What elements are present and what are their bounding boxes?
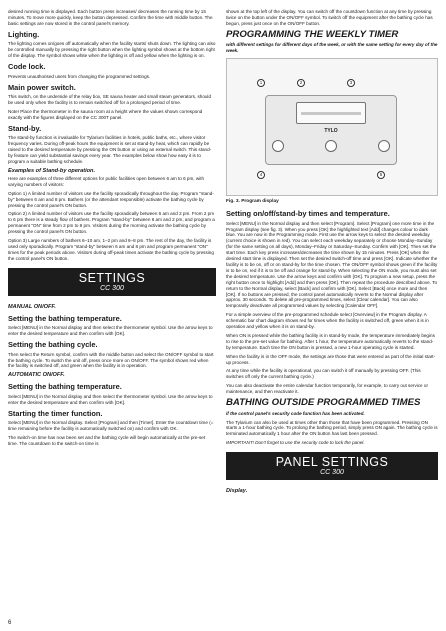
figure-callout: 1 [257,79,265,87]
panel-key [325,140,337,152]
examples-intro: Here are examples of three different options for public facilities open between 6 am to 6 pm, with varying numbers of visitors: [8,175,205,187]
option-3: Option 3) Large numbers of bathers 6–10 am, 1–2 pm and 6–8 pm. The rest of the day, the facility is used only sporadically. Program "stand-by" between 6 am and 8 pm and program permanent "ON" times for the peak periods above. Visitors during off-peak times activate the bathing cycle by pressing the control panel's ON button. [8,238,214,261]
settings-banner [8,268,216,296]
bathing-cycle-heading: Setting the bathing cycle. [8,340,98,350]
figure-callout: 5 [377,171,385,179]
panel-brand: TYLO [324,128,338,135]
figure-callout: 4 [257,171,265,179]
panel-screen [296,102,366,124]
timer-text-2: The switch-on time has now been set and the bathing cycle will begin automatically at the pre-set time. The countdown to the switch-on time is [8,435,206,447]
countdown-paragraph: shown at the top left of the display. You can switch off the countdown function at any time by pressing twice on the button under the ON/OFF symbol. To switch off the equipment after the bathing cycle has begun, press just once on the ON/OFF button. [226,9,433,26]
left-column [8,9,216,450]
manual-off-text: At any time while the facility is operational, you can switch it off manually by pressing OFF. (This switches off only the current bathing cycle.) [226,368,421,380]
figure-callout: 2 [297,79,305,87]
intro-paragraph: desired running time is displayed. Each button press increases/ decreases the running time by 15 minutes. To move more quickly, keep the button depressed. Confirm the time with middle button. The basic settings are now stored in the control panel's memory. [8,9,213,26]
program-display-figure [226,58,438,196]
code-lock-heading: Code lock. [8,62,46,72]
programming-subtitle: with different settings for different days of the week, or with the same setting for every day of the week. [226,42,438,54]
standby-heading: Stand-by. [8,123,42,133]
bathing-cycle-text: Then select the Return symbol, confirm with the middle button and select the ON/OFF symbol to start the bathing cycle. To switch the unit off, press once more on ON/OFF. The symbol shows red when the facility is switched off, and green when the facility is in operation. [8,351,214,369]
code-lock-text: Prevents unauthorised users from changing the programmed settings. [8,73,151,79]
option-2: Option 2) A limited number of visitors use the facility sporadically between 6 am and 2 pm. From 2 pm to 6 pm there is a steady flow of bathers. Program "stand-by" between 6 am and 2 pm, and program a permanent "ON" time from 2 pm to 8 pm. Visitors during the morning activate the bathing cycle by pressing the control panel's ON button. [8,211,215,235]
display-heading: Display. [226,488,248,495]
panel-key [378,140,390,152]
main-power-text: This switch, on the underside of the relay box, SE sauna heater and small steam generators, should be used only when the facility is to remain switched off for a prolonged period of time. [8,94,212,106]
deactivate-calendar-text: You can also deactivate the entire calendar function temporarily, for example, to carry out service or maintenance, and then reactivate it. [226,383,428,395]
outside-times-text: The Tylarium can also be used at times other than those that have been programmed. Pressing ON starts a 1-hour bathing cycle. To prolong the bathing period, simply press ON again. The bathing cycle is terminated automatically 1 hour after the ON button has last been pressed. [226,419,438,437]
examples-heading: Examples of Stand-by operation. [8,167,96,174]
panel-key [272,140,284,152]
page-number: 6 [8,620,12,626]
programming-heading: PROGRAMMING THE WEEKLY TIMER [226,28,399,40]
figure-caption: Fig. 3. Program display [226,199,279,205]
manual-on-off-heading: MANUAL ON/OFF. [8,303,56,310]
bathing-temp-heading-2: Setting the bathing temperature. [8,382,122,392]
main-power-heading: Main power switch. [8,82,76,92]
panel-settings-subtitle: CC 300 [320,469,344,477]
standby-on-text: When ON is pressed while the bathing facility is in stand-by mode, the temperature immediately begins to rise to the pre-set value for bathing. After 1 hour, the temperature automatically reverts to the stand-by temperature. Each time the ON button is pressed, a new 1-hour operating cycle is started. [226,332,435,350]
timer-text-1: Select [MENU] in the Normal display. Select [Program] and then [Timer]. Enter the countdown time (= time remaining before the facility is automatically switched on) and confirm with OK. [8,420,214,432]
thermometer-note: Note! Place the thermometer in the sauna room at a height where the values shown correspond exactly with the figures displayed on the CC 300T panel. [8,108,203,120]
bathing-temp-text: Select [MENU] in the Normal display and then select the thermometer symbol. Use the arrow keys to enter the desired temperature and then confirm with [OK]. [8,325,213,337]
on-off-standby-heading: Setting on/off/stand-by times and temperature. [226,209,390,219]
off-mode-text: When the facility is in the OFF mode, the settings are those that were entered as part of the initial start-up process. [226,353,436,365]
settings-banner-title: SETTINGS [78,270,146,285]
bathing-temp-heading: Setting the bathing temperature. [8,313,122,323]
on-off-standby-text: Select [MENU] in the Normal display and then select [Program]. Select [Program] one more time in the Program display (see fig. 3). When you press [OK] the highlighted text [Add] changes colour to dark blue. You are now in the Programming mode. First use the arrow keys to select the desired weekday (current choice is shown in red). You can select each weekday separately or choose Monday–Sunday (for the same setting on all days), Monday–Friday or Saturday–Sunday. Confirm with [OK]. Then set the start time. Each key press increases/decreases the time shown by 15 minutes. Press [OK] when the desired start time is displayed. Then set the desired switch-off time and press [OK]. Indicate whether the facility is to be on, off or on stand-by for the time chosen. The ON/OFF symbol shows green if the facility is to be on, red if it is to be off and orange for stand-by. When selecting the ON mode, you must also set the desired temperature. Use the arrow keys and confirm with [OK]. To program a new setup, press the right button once to highlight [Add] and then press [OK]. Then repeat the procedure described above. To return to the Normal display, select [Back] and confirm with [OK]. Select [Back] once more and then [OK]. If no buttons are pressed, the control panel automatically reverts to the Normal display after approx. 30 seconds. To delete all pre-programmed times, select [Clear calendar]. You can also temporarily deactivate all programmed values by selecting [Calendar OFF]. [226,220,438,309]
outside-times-subtitle: if the control panel's security code function has been activated. [226,410,365,416]
lighting-text: The lighting comes on/goes off automatically when the facility starts/ shuts down. The lighting can also be controlled manually by pressing the right button when the lighting symbol shows at the bottom right of the display. The symbol shows white when the lighting is off and yellow when the lighting is on. [8,41,216,59]
standby-text: The stand-by function is invaluable for Tylarium facilities in hotels, public baths, etc., where visitor frequency varies. During off-peak hours the equipment is set at stand-by heat, which can rapidly be raised to the desired temperature by pressing the ON button or using an external switch. This stand-by feature can yield substantial savings every year. The examples below show how easy it is to program a suitable bathing schedule. [8,135,212,164]
overview-text: For a simple overview of the pre-programmed schedule select [Overview] in the Program display. A schematic bar chart diagram shows red for times when the facility is switched off, green when it is in operation and yellow when it is on stand-by. [226,312,429,330]
automatic-on-off-heading: AUTOMATIC ON/OFF. [8,372,65,379]
panel-settings-title: PANEL SETTINGS [275,455,389,470]
important-note: IMPORTANT! Don't forget to use the security code to lock the panel. [226,440,365,446]
timer-heading: Starting the timer function. [8,408,103,418]
panel-settings-banner [226,452,438,480]
settings-banner-subtitle: CC 300 [100,284,124,292]
right-column [226,9,438,496]
outside-times-heading: BATHING OUTSIDE PROGRAMMED TIMES [226,397,421,409]
panel-keys [272,140,390,152]
figure-callout: 3 [347,79,355,87]
bathing-temp-text-2: Select [MENU] in the Normal display and then select the thermometer symbol. Use the arrow keys to enter the desired temperature and then confirm with [OK]. [8,393,213,405]
option-1: Option 1) A limited number of visitors use the facility sporadically throughout the day. Program "stand-by" between 6 am and 8 pm. Bathers (or the attendant responsible) activate the bathing cycle by pressing the control panel's ON button. [8,190,214,208]
lighting-heading: Lighting. [8,29,40,39]
control-panel-illustration [265,95,397,165]
